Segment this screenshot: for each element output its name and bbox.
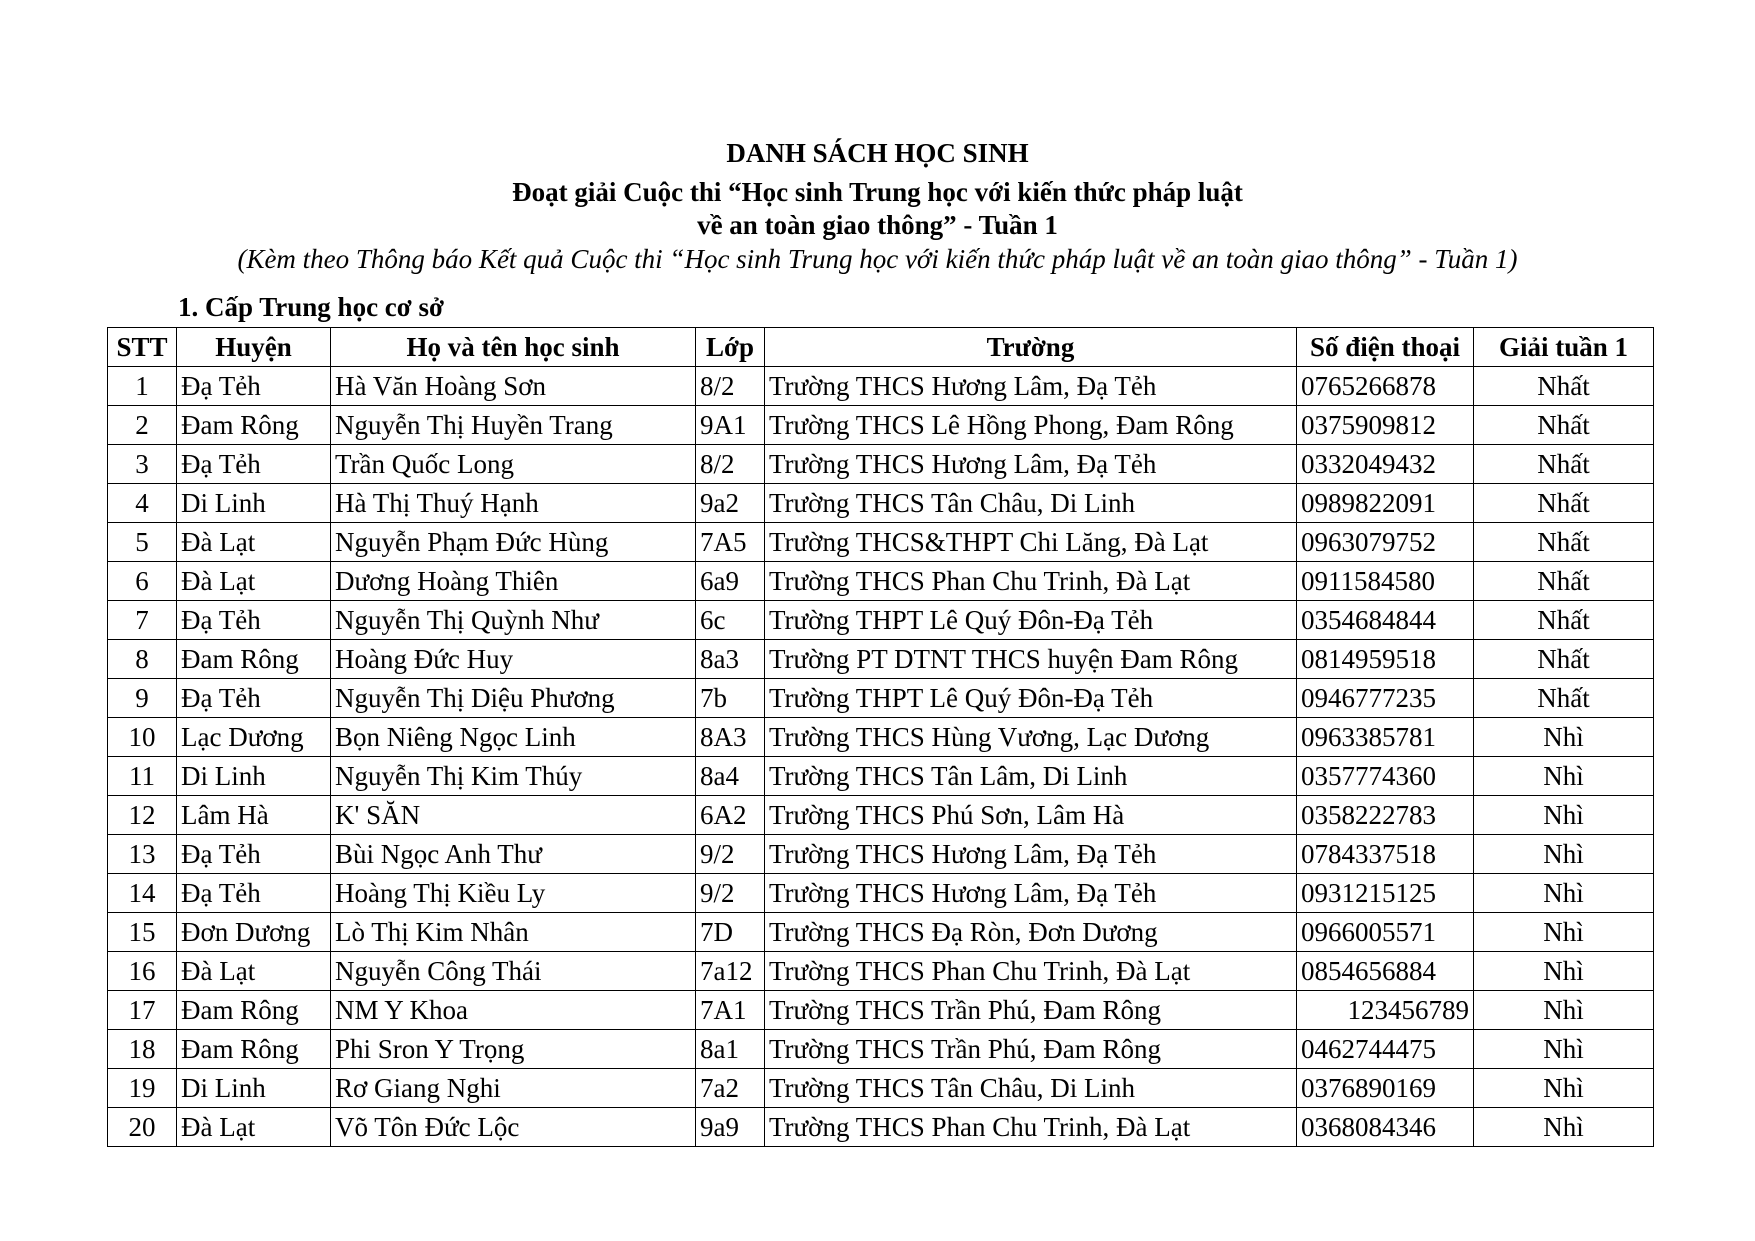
cell-district: Đà Lạt <box>177 1108 331 1147</box>
cell-phone: 0911584580 <box>1297 562 1474 601</box>
cell-class: 9a9 <box>696 1108 765 1147</box>
cell-phone: 0989822091 <box>1297 484 1474 523</box>
cell-phone: 0963385781 <box>1297 718 1474 757</box>
cell-prize: Nhất <box>1474 601 1654 640</box>
cell-prize: Nhì <box>1474 952 1654 991</box>
cell-school: Trường THCS Tân Châu, Di Linh <box>765 484 1297 523</box>
cell-district: Đam Rông <box>177 640 331 679</box>
cell-district: Đà Lạt <box>177 952 331 991</box>
cell-class: 8a4 <box>696 757 765 796</box>
cell-prize: Nhì <box>1474 1030 1654 1069</box>
cell-school: Trường THCS Tân Lâm, Di Linh <box>765 757 1297 796</box>
cell-district: Đà Lạt <box>177 562 331 601</box>
table-body <box>108 367 1654 1147</box>
cell-prize: Nhì <box>1474 991 1654 1030</box>
table-header-row <box>108 328 1654 367</box>
header-class: Lớp <box>696 328 765 367</box>
cell-district: Đạ Tẻh <box>177 679 331 718</box>
cell-school: Trường THCS Phú Sơn, Lâm Hà <box>765 796 1297 835</box>
cell-district: Di Linh <box>177 1069 331 1108</box>
cell-district: Đam Rông <box>177 406 331 445</box>
cell-class: 8/2 <box>696 367 765 406</box>
cell-prize: Nhất <box>1474 679 1654 718</box>
cell-stt: 2 <box>108 406 177 445</box>
cell-prize: Nhất <box>1474 406 1654 445</box>
cell-prize: Nhất <box>1474 484 1654 523</box>
cell-stt: 6 <box>108 562 177 601</box>
cell-prize: Nhì <box>1474 1069 1654 1108</box>
cell-stt: 13 <box>108 835 177 874</box>
cell-school: Trường THCS Hương Lâm, Đạ Tẻh <box>765 874 1297 913</box>
cell-phone: 0931215125 <box>1297 874 1474 913</box>
cell-student-name: Hà Văn Hoàng Sơn <box>331 367 696 406</box>
cell-prize: Nhất <box>1474 367 1654 406</box>
cell-student-name: NM Y Khoa <box>331 991 696 1030</box>
table-row <box>108 1108 1654 1147</box>
cell-student-name: Hoàng Đức Huy <box>331 640 696 679</box>
cell-phone: 0765266878 <box>1297 367 1474 406</box>
cell-phone: 0946777235 <box>1297 679 1474 718</box>
cell-prize: Nhì <box>1474 718 1654 757</box>
cell-class: 8/2 <box>696 445 765 484</box>
cell-class: 9a2 <box>696 484 765 523</box>
cell-class: 8a3 <box>696 640 765 679</box>
cell-class: 6c <box>696 601 765 640</box>
table-row <box>108 835 1654 874</box>
table-row <box>108 523 1654 562</box>
cell-stt: 9 <box>108 679 177 718</box>
cell-student-name: Dương Hoàng Thiên <box>331 562 696 601</box>
cell-student-name: Nguyễn Thị Kim Thúy <box>331 757 696 796</box>
table-row <box>108 913 1654 952</box>
cell-school: Trường THCS Phan Chu Trinh, Đà Lạt <box>765 952 1297 991</box>
cell-student-name: Phi Sron Y Trọng <box>331 1030 696 1069</box>
cell-district: Di Linh <box>177 484 331 523</box>
cell-school: Trường THCS&THPT Chi Lăng, Đà Lạt <box>765 523 1297 562</box>
cell-district: Lâm Hà <box>177 796 331 835</box>
cell-class: 9/2 <box>696 874 765 913</box>
cell-school: Trường THCS Đạ Ròn, Đơn Dương <box>765 913 1297 952</box>
cell-class: 6A2 <box>696 796 765 835</box>
cell-stt: 20 <box>108 1108 177 1147</box>
cell-school: Trường PT DTNT THCS huyện Đam Rông <box>765 640 1297 679</box>
table-row <box>108 484 1654 523</box>
cell-class: 8a1 <box>696 1030 765 1069</box>
cell-district: Đạ Tẻh <box>177 445 331 484</box>
cell-prize: Nhất <box>1474 445 1654 484</box>
cell-class: 8A3 <box>696 718 765 757</box>
cell-phone: 0966005571 <box>1297 913 1474 952</box>
cell-phone: 0368084346 <box>1297 1108 1474 1147</box>
cell-stt: 16 <box>108 952 177 991</box>
cell-district: Di Linh <box>177 757 331 796</box>
cell-prize: Nhất <box>1474 562 1654 601</box>
cell-student-name: Bùi Ngọc Anh Thư <box>331 835 696 874</box>
table-row <box>108 1030 1654 1069</box>
section-title: 1. Cấp Trung học cơ sở <box>178 292 444 322</box>
cell-phone: 0375909812 <box>1297 406 1474 445</box>
document-note: (Kèm theo Thông báo Kết quả Cuộc thi “Học sinh Trung học với kiến thức pháp luật về an toàn giao thông” - Tuần 1) <box>237 244 1518 274</box>
table-row <box>108 445 1654 484</box>
cell-stt: 17 <box>108 991 177 1030</box>
cell-stt: 11 <box>108 757 177 796</box>
cell-prize: Nhất <box>1474 640 1654 679</box>
cell-stt: 3 <box>108 445 177 484</box>
cell-district: Đạ Tẻh <box>177 367 331 406</box>
header-prize: Giải tuần 1 <box>1474 328 1654 367</box>
cell-phone: 123456789 <box>1297 991 1474 1030</box>
cell-student-name: K' SĂN <box>331 796 696 835</box>
document-title: DANH SÁCH HỌC SINH <box>726 138 1029 168</box>
cell-class: 9/2 <box>696 835 765 874</box>
cell-stt: 15 <box>108 913 177 952</box>
cell-prize: Nhì <box>1474 796 1654 835</box>
cell-stt: 10 <box>108 718 177 757</box>
cell-school: Trường THCS Phan Chu Trinh, Đà Lạt <box>765 562 1297 601</box>
cell-student-name: Lò Thị Kim Nhân <box>331 913 696 952</box>
cell-student-name: Nguyễn Thị Quỳnh Như <box>331 601 696 640</box>
table-row <box>108 679 1654 718</box>
header-stt: STT <box>108 328 177 367</box>
cell-class: 7b <box>696 679 765 718</box>
cell-stt: 7 <box>108 601 177 640</box>
cell-stt: 8 <box>108 640 177 679</box>
cell-phone: 0963079752 <box>1297 523 1474 562</box>
table-row <box>108 406 1654 445</box>
cell-student-name: Trần Quốc Long <box>331 445 696 484</box>
cell-phone: 0358222783 <box>1297 796 1474 835</box>
cell-phone: 0854656884 <box>1297 952 1474 991</box>
table-row <box>108 991 1654 1030</box>
cell-stt: 19 <box>108 1069 177 1108</box>
table-row <box>108 367 1654 406</box>
cell-prize: Nhì <box>1474 835 1654 874</box>
table-row <box>108 562 1654 601</box>
cell-student-name: Nguyễn Thị Diệu Phương <box>331 679 696 718</box>
cell-stt: 14 <box>108 874 177 913</box>
table-row <box>108 874 1654 913</box>
cell-student-name: Nguyễn Phạm Đức Hùng <box>331 523 696 562</box>
header-student-name: Họ và tên học sinh <box>331 328 696 367</box>
header-phone: Số điện thoại <box>1297 328 1474 367</box>
cell-prize: Nhì <box>1474 1108 1654 1147</box>
cell-school: Trường THCS Trần Phú, Đam Rông <box>765 991 1297 1030</box>
cell-stt: 5 <box>108 523 177 562</box>
table-row <box>108 757 1654 796</box>
cell-school: Trường THCS Hùng Vương, Lạc Dương <box>765 718 1297 757</box>
cell-stt: 18 <box>108 1030 177 1069</box>
cell-school: Trường THCS Phan Chu Trinh, Đà Lạt <box>765 1108 1297 1147</box>
cell-class: 7A1 <box>696 991 765 1030</box>
cell-prize: Nhì <box>1474 874 1654 913</box>
cell-class: 9A1 <box>696 406 765 445</box>
cell-student-name: Hà Thị Thuý Hạnh <box>331 484 696 523</box>
cell-school: Trường THPT Lê Quý Đôn-Đạ Tẻh <box>765 601 1297 640</box>
cell-stt: 12 <box>108 796 177 835</box>
cell-phone: 0357774360 <box>1297 757 1474 796</box>
cell-student-name: Võ Tôn Đức Lộc <box>331 1108 696 1147</box>
document-subtitle-line1: Đoạt giải Cuộc thi “Học sinh Trung học với kiến thức pháp luật <box>512 177 1243 207</box>
student-table <box>107 327 1654 1147</box>
cell-district: Đam Rông <box>177 1030 331 1069</box>
cell-student-name: Rơ Giang Nghi <box>331 1069 696 1108</box>
cell-district: Đơn Dương <box>177 913 331 952</box>
table-row <box>108 640 1654 679</box>
cell-district: Lạc Dương <box>177 718 331 757</box>
document-subtitle-line2: về an toàn giao thông” - Tuần 1 <box>697 210 1058 240</box>
cell-class: 7a12 <box>696 952 765 991</box>
cell-phone: 0354684844 <box>1297 601 1474 640</box>
cell-class: 7D <box>696 913 765 952</box>
table-row <box>108 718 1654 757</box>
cell-stt: 1 <box>108 367 177 406</box>
header-district: Huyện <box>177 328 331 367</box>
cell-district: Đạ Tẻh <box>177 874 331 913</box>
cell-phone: 0332049432 <box>1297 445 1474 484</box>
cell-school: Trường THCS Lê Hồng Phong, Đam Rông <box>765 406 1297 445</box>
cell-stt: 4 <box>108 484 177 523</box>
cell-district: Đà Lạt <box>177 523 331 562</box>
cell-class: 7a2 <box>696 1069 765 1108</box>
cell-school: Trường THCS Tân Châu, Di Linh <box>765 1069 1297 1108</box>
cell-prize: Nhất <box>1474 523 1654 562</box>
cell-phone: 0814959518 <box>1297 640 1474 679</box>
cell-prize: Nhì <box>1474 757 1654 796</box>
cell-district: Đạ Tẻh <box>177 601 331 640</box>
table-row <box>108 1069 1654 1108</box>
cell-district: Đạ Tẻh <box>177 835 331 874</box>
cell-student-name: Hoàng Thị Kiều Ly <box>331 874 696 913</box>
cell-school: Trường THCS Hương Lâm, Đạ Tẻh <box>765 445 1297 484</box>
cell-school: Trường THCS Hương Lâm, Đạ Tẻh <box>765 835 1297 874</box>
cell-student-name: Bọn Niêng Ngọc Linh <box>331 718 696 757</box>
header-school: Trường <box>765 328 1297 367</box>
cell-school: Trường THCS Trần Phú, Đam Rông <box>765 1030 1297 1069</box>
cell-student-name: Nguyễn Công Thái <box>331 952 696 991</box>
table-row <box>108 952 1654 991</box>
cell-class: 7A5 <box>696 523 765 562</box>
cell-student-name: Nguyễn Thị Huyền Trang <box>331 406 696 445</box>
cell-prize: Nhì <box>1474 913 1654 952</box>
cell-phone: 0376890169 <box>1297 1069 1474 1108</box>
cell-phone: 0462744475 <box>1297 1030 1474 1069</box>
table-row <box>108 601 1654 640</box>
cell-district: Đam Rông <box>177 991 331 1030</box>
cell-class: 6a9 <box>696 562 765 601</box>
cell-school: Trường THPT Lê Quý Đôn-Đạ Tẻh <box>765 679 1297 718</box>
cell-school: Trường THCS Hương Lâm, Đạ Tẻh <box>765 367 1297 406</box>
cell-phone: 0784337518 <box>1297 835 1474 874</box>
table-row <box>108 796 1654 835</box>
